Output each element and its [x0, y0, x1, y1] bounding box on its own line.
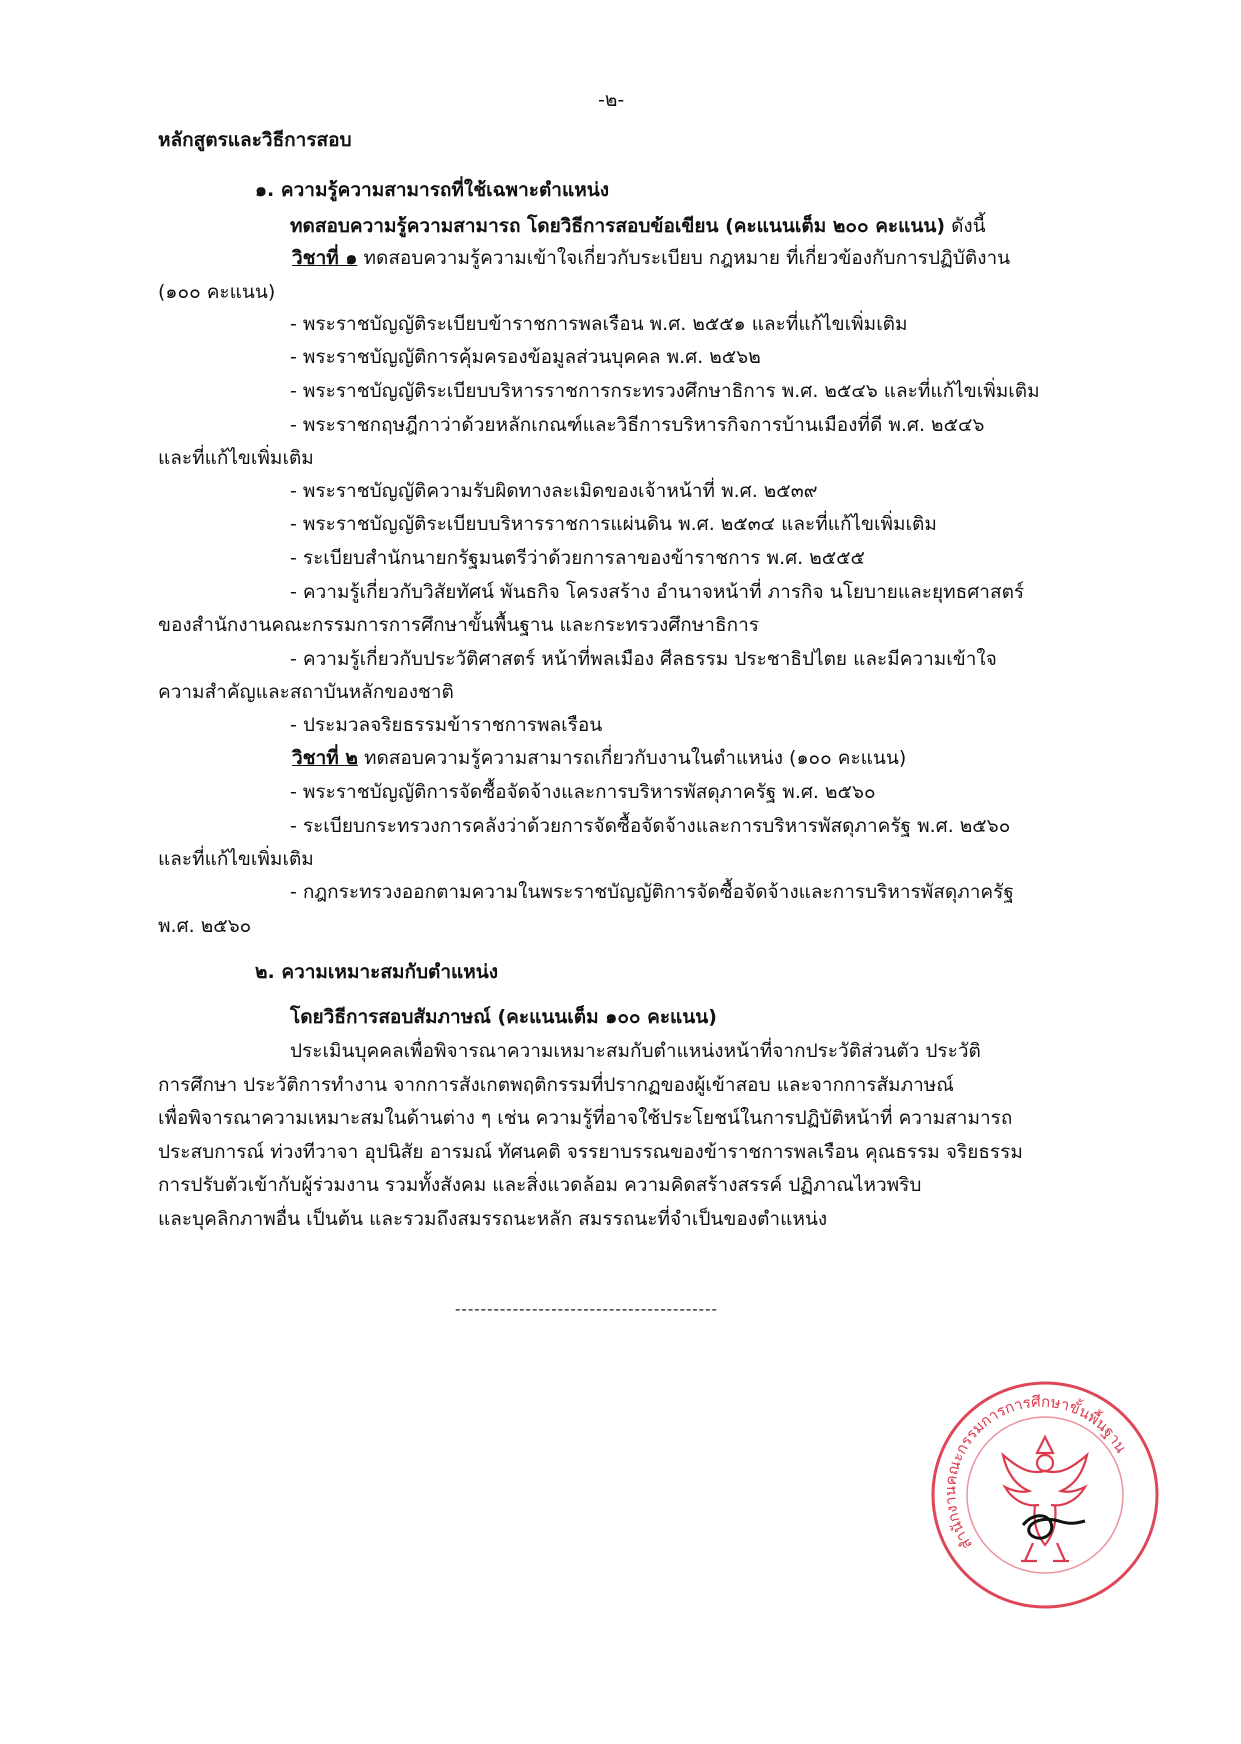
- subject2-line: [292, 744, 906, 772]
- subject1-item: - ประมวลจริยธรรมข้าราชการพลเรือน: [290, 714, 603, 736]
- subject2-item: - ระเบียบกระทรวงการคลังว่าด้วยการจัดซื้อจัดจ้างและการบริหารพัสดุภาครัฐ พ.ศ. ๒๕๖๐: [290, 815, 1011, 837]
- garuda-emblem-icon: [1003, 1437, 1087, 1561]
- subject1-label: วิชาที่ ๑: [292, 247, 358, 269]
- subject1-item-continuation: และที่แก้ไขเพิ่มเติม: [158, 447, 314, 469]
- section1-method-suffix: ดังนี้: [945, 215, 986, 237]
- subject1-desc: ทดสอบความรู้ความเข้าใจเกี่ยวกับระเบียบ กฎหมาย ที่เกี่ยวข้องกับการปฏิบัติงาน: [357, 247, 1011, 269]
- section2-paragraph-line: การปรับตัวเข้ากับผู้ร่วมงาน รวมทั้งสังคม และสิ่งแวดล้อม ความคิดสร้างสรรค์ ปฏิภาณไหวพริบ: [158, 1174, 922, 1196]
- subject1-item: - พระราชบัญญัติความรับผิดทางละเมิดของเจ้าหน้าที่ พ.ศ. ๒๕๓๙: [290, 480, 818, 502]
- subject2-item-continuation: พ.ศ. ๒๕๖๐: [158, 915, 252, 937]
- subject1-item: - พระราชกฤษฎีกาว่าด้วยหลักเกณฑ์และวิธีการบริหารกิจการบ้านเมืองที่ดี พ.ศ. ๒๕๔๖: [290, 414, 985, 436]
- end-rule: -----------------------------------------: [455, 1300, 718, 1318]
- section2-title: ๒. ความเหมาะสมกับตำแหน่ง: [255, 961, 499, 983]
- subject2-item: - กฎกระทรวงออกตามความในพระราชบัญญัติการจัดซื้อจัดจ้างและการบริหารพัสดุภาครัฐ: [290, 881, 1014, 903]
- section1-method: ทดสอบความรู้ความสามารถ โดยวิธีการสอบข้อเขียน (คะแนนเต็ม ๒๐๐ คะแนน): [290, 215, 946, 237]
- subject1-item-continuation: ความสำคัญและสถาบันหลักของชาติ: [158, 681, 454, 703]
- section2-paragraph-line: การศึกษา ประวัติการทำงาน จากการสังเกตพฤติกรรมที่ปรากฏของผู้เข้าสอบ และจากการสัมภาษณ์: [158, 1074, 954, 1096]
- subject1-line: [292, 244, 1010, 272]
- section2-paragraph-line: และบุคลิกภาพอื่น เป็นต้น และรวมถึงสมรรถนะหลัก สมรรถนะที่จำเป็นของตำแหน่ง: [158, 1208, 828, 1230]
- subject1-item: - พระราชบัญญัติระเบียบบริหารราชการแผ่นดิน พ.ศ. ๒๕๓๔ และที่แก้ไขเพิ่มเติม: [290, 513, 937, 535]
- official-stamp: [925, 1375, 1165, 1615]
- section1-method-line: [290, 212, 986, 240]
- document-heading: หลักสูตรและวิธีการสอบ: [158, 129, 352, 151]
- subject1-item: - ความรู้เกี่ยวกับประวัติศาสตร์ หน้าที่พลเมือง ศีลธรรม ประชาธิปไตย และมีความเข้าใจ: [290, 648, 997, 670]
- subject1-item: - พระราชบัญญัติการคุ้มครองข้อมูลส่วนบุคคล พ.ศ. ๒๕๖๒: [290, 346, 761, 368]
- subject2-item: - พระราชบัญญัติการจัดซื้อจัดจ้างและการบริหารพัสดุภาครัฐ พ.ศ. ๒๕๖๐: [290, 781, 876, 803]
- section1-title: ๑. ความรู้ความสามารถที่ใช้เฉพาะตำแหน่ง: [255, 179, 609, 201]
- section2-paragraph-line: ประเมินบุคคลเพื่อพิจารณาความเหมาะสมกับตำแหน่งหน้าที่จากประวัติส่วนตัว ประวัติ: [290, 1040, 981, 1062]
- subject1-item: - ความรู้เกี่ยวกับวิสัยทัศน์ พันธกิจ โครงสร้าง อำนาจหน้าที่ ภารกิจ นโยบายและยุทธศาสตร์: [290, 581, 1025, 603]
- stamp-text: สำนักงานคณะกรรมการการศึกษาขั้นพื้นฐาน: [941, 1392, 1131, 1553]
- subject2-desc: ทดสอบความรู้ความสามารถเกี่ยวกับงานในตำแหน่ง (๑๐๐ คะแนน): [357, 747, 907, 769]
- page-number: -๒-: [598, 89, 625, 111]
- subject2-item-continuation: และที่แก้ไขเพิ่มเติม: [158, 848, 314, 870]
- subject1-item-continuation: ของสำนักงานคณะกรรมการการศึกษาขั้นพื้นฐาน และกระทรวงศึกษาธิการ: [158, 614, 759, 636]
- subject1-item: - พระราชบัญญัติระเบียบบริหารราชการกระทรวงศึกษาธิการ พ.ศ. ๒๕๔๖ และที่แก้ไขเพิ่มเติม: [290, 380, 1040, 402]
- section2-method: โดยวิธีการสอบสัมภาษณ์ (คะแนนเต็ม ๑๐๐ คะแนน): [290, 1006, 717, 1028]
- section2-paragraph-line: ประสบการณ์ ท่วงทีวาจา อุปนิสัย อารมณ์ ทัศนคติ จรรยาบรรณของข้าราชการพลเรือน คุณธรรม จริยธรรม: [158, 1141, 1023, 1163]
- subject1-item: - ระเบียบสำนักนายกรัฐมนตรีว่าด้วยการลาของข้าราชการ พ.ศ. ๒๕๕๕: [290, 547, 865, 569]
- subject1-score: (๑๐๐ คะแนน): [158, 281, 276, 303]
- subject2-label: วิชาที่ ๒: [292, 747, 358, 769]
- subject1-item: - พระราชบัญญัติระเบียบข้าราชการพลเรือน พ.ศ. ๒๕๕๑ และที่แก้ไขเพิ่มเติม: [290, 313, 908, 335]
- section2-paragraph-line: เพื่อพิจารณาความเหมาะสมในด้านต่าง ๆ เช่น ความรู้ที่อาจใช้ประโยชน์ในการปฏิบัติหน้าที่ ความสามารถ: [158, 1107, 1013, 1129]
